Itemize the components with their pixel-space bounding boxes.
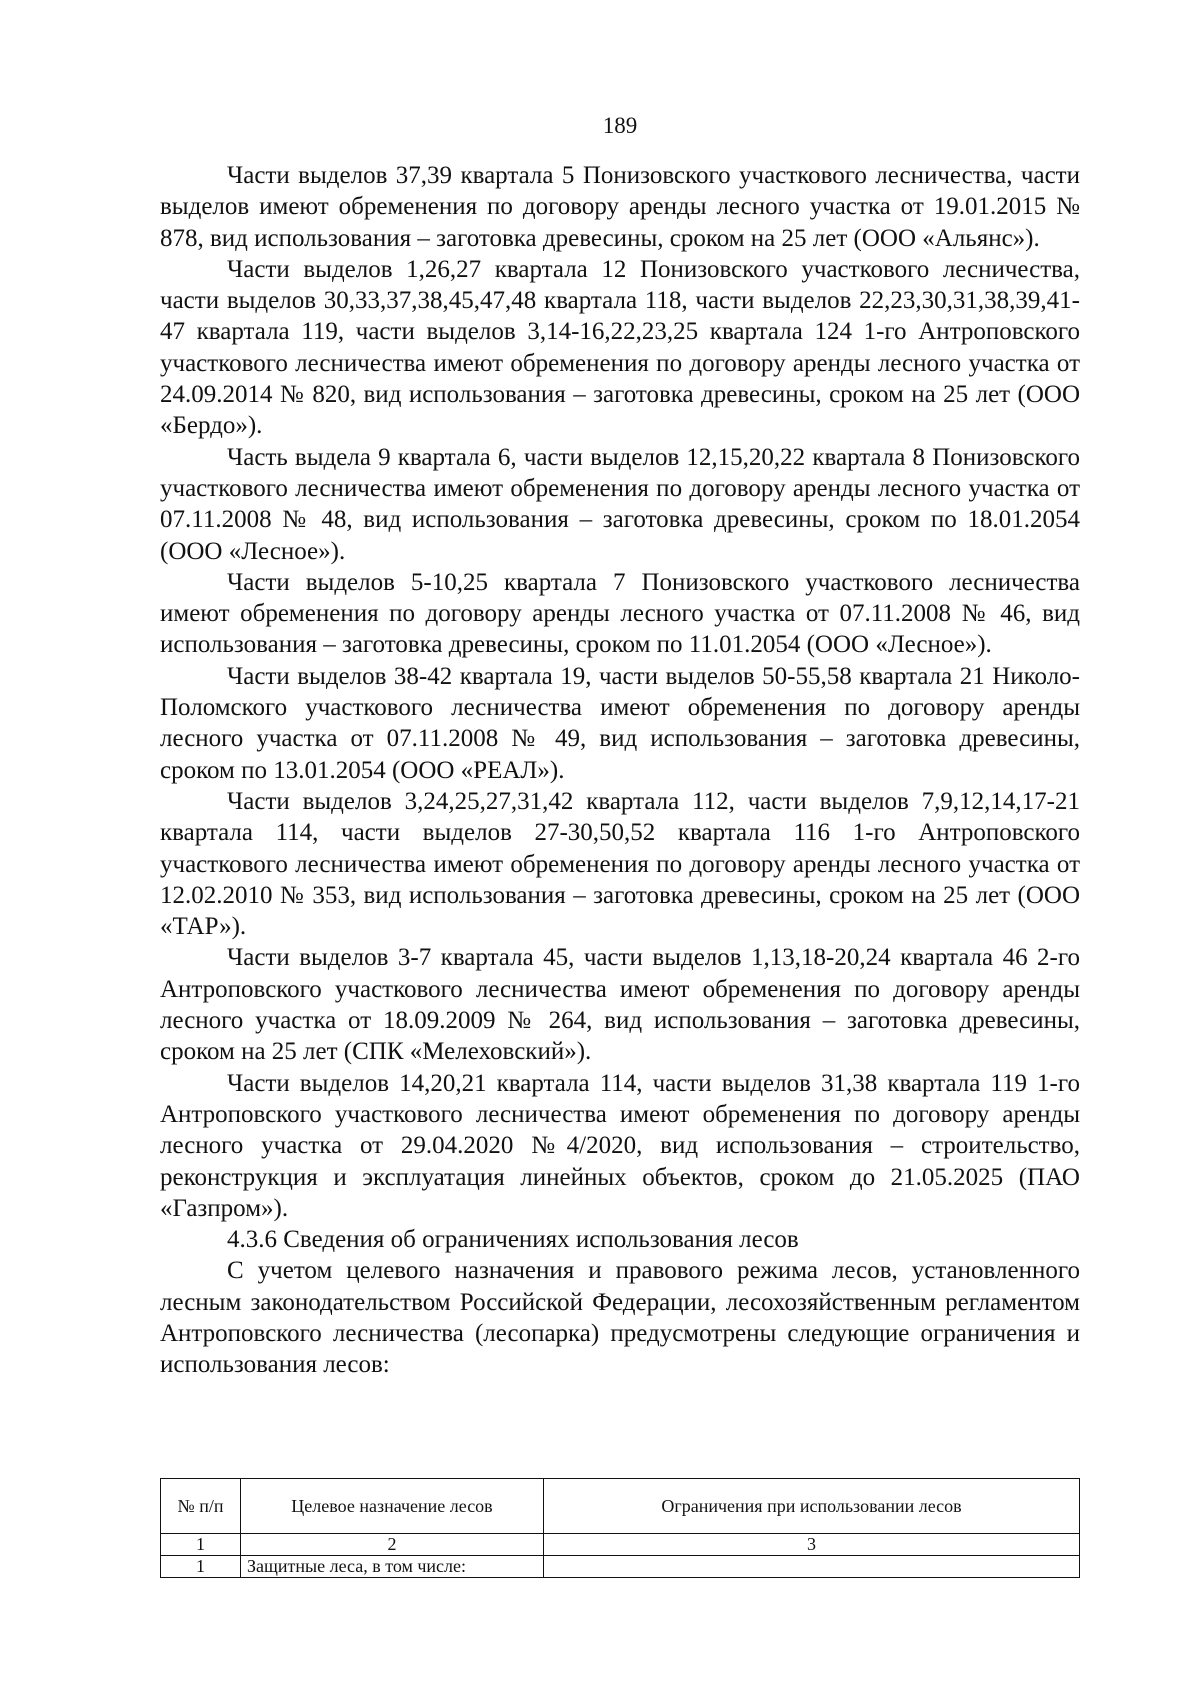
column-number-cell: 2: [241, 1534, 544, 1556]
paragraph-encumbrance-berdo: Части выделов 1,26,27 квартала 12 Понизовского участкового лесничества, части выделов 30,33,37,38,45,47,48 квартала 118, части выделов 22,23,30,31,38,39,41-47 квартала 119, части выделов 3,14-16,22,23,25 квартала 124 1-го Антроповского участкового лесничества имеют обременения по договору аренды лесного участка от 24.09.2014 № 820, вид использования – заготовка древесины, сроком на 25 лет (ООО «Бердо»).: [160, 255, 1080, 440]
paragraph-encumbrance-gazprom: Части выделов 14,20,21 квартала 114, части выделов 31,38 квартала 119 1-го Антроповского участкового лесничества имеют обременения по договору аренды лесного участка от 29.04.2020 №4/2020, вид использования – строительство, реконструкция и эксплуатация линейных объектов, сроком до 21.05.2025 (ПАО «Газпром»).: [160, 1069, 1080, 1222]
paragraph-encumbrance-lesnoe-46: Части выделов 5-10,25 квартала 7 Понизовского участкового лесничества имеют обременения по договору аренды лесного участка от 07.11.2008 № 46, вид использования – заготовка древесины, сроком по 11.01.2054 (ООО «Лесное»).: [160, 568, 1080, 659]
header-purpose: Целевое назначение лесов: [241, 1479, 544, 1534]
row-restrictions-cell: [544, 1556, 1080, 1578]
page-number: 189: [602, 113, 638, 138]
header-number: № п/п: [161, 1479, 241, 1534]
paragraph-encumbrance-tar: Части выделов 3,24,25,27,31,42 квартала 112, части выделов 7,9,12,14,17-21 квартала 114, части выделов 27-30,50,52 квартала 116 1-го Антроповского участкового лесничества имеют обременения по договору аренды лесного участка от 12.02.2010 № 353, вид использования – заготовка древесины, сроком на 25 лет (ООО «ТАР»).: [160, 787, 1080, 941]
column-number-cell: 1: [161, 1534, 241, 1556]
paragraph-encumbrance-real: Части выделов 38-42 квартала 19, части выделов 50-55,58 квартала 21 Николо-Поломского участкового лесничества имеют обременения по договору аренды лесного участка от 07.11.2008 № 49, вид использования – заготовка древесины, сроком по 13.01.2054 (ООО «РЕАЛ»).: [160, 662, 1080, 784]
document-page: [160, 0, 1080, 1697]
row-purpose-cell: Защитные леса, в том числе:: [241, 1556, 544, 1578]
paragraph-encumbrance-melekhovsky: Части выделов 3-7 квартала 45, части выделов 1,13,18-20,24 квартала 46 2-го Антроповского участкового лесничества имеют обременения по договору аренды лесного участка от 18.09.2009 № 264, вид использования – заготовка древесины, сроком на 25 лет (СПК «Мелеховский»).: [160, 944, 1080, 1066]
paragraph-encumbrance-lesnoe-48: Часть выдела 9 квартала 6, части выделов 12,15,20,22 квартала 8 Понизовского участкового лесничества имеют обременения по договору аренды лесного участка от 07.11.2008 № 48, вид использования – заготовка древесины, сроком по 18.01.2054 (ООО «Лесное»).: [160, 443, 1080, 565]
table-row: [161, 1556, 1080, 1578]
column-number-row: [161, 1534, 1080, 1556]
row-number-cell: 1: [161, 1556, 241, 1578]
column-number-cell: 3: [544, 1534, 1080, 1556]
forest-restrictions-table: [160, 1478, 1080, 1578]
header-restrictions: Ограничения при использовании лесов: [544, 1479, 1080, 1534]
table-header-row: [161, 1479, 1080, 1534]
document-body: [160, 160, 1080, 1381]
section-intro: С учетом целевого назначения и правового режима лесов, установленного лесным законодательством Российской Федерации, лесохозяйственным регламентом Антроповского лесничества (лесопарка) предусмотрены следующие ограничения и использования лесов:: [160, 1257, 1080, 1379]
section-heading: 4.3.6 Сведения об ограничениях использования лесов: [227, 1226, 799, 1254]
paragraph-encumbrance-alyans: Части выделов 37,39 квартала 5 Понизовского участкового лесничества, части выделов имеют обременения по договору аренды лесного участка от 19.01.2015 № 878, вид использования – заготовка древесины, сроком на 25 лет (ООО «Альянс»).: [160, 162, 1080, 252]
